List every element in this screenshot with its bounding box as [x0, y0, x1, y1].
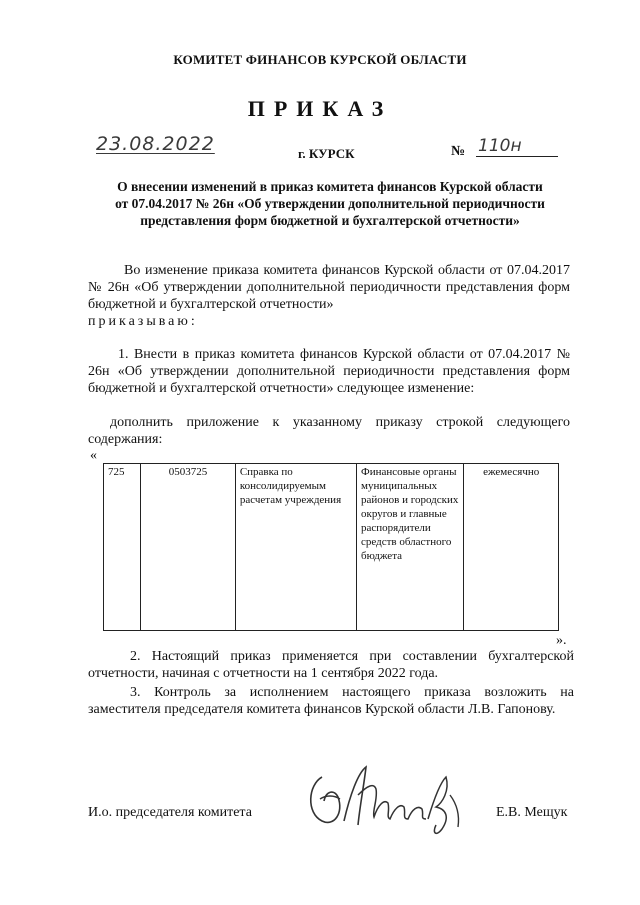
preamble-text: Во изменение приказа комитета финансов Курской области от 07.04.2017 № 26н «Об утверждении дополнительной периодичности представления форм бюджетной и бухгалтерской отчетности» [88, 263, 570, 312]
appendix-table [103, 463, 559, 631]
item-2-paragraph [88, 648, 574, 682]
title-line: представления форм бюджетной и бухгалтерской отчетности» [140, 213, 520, 228]
document-title [60, 178, 600, 229]
table-row [104, 464, 559, 631]
item-3-text: 3. Контроль за исполнением настоящего приказа возложить на заместителя председателя комитета финансов Курской области Л.В. Гапонову. [88, 685, 574, 717]
item-2-text: 2. Настоящий приказ применяется при составлении бухгалтерской отчетности, начиная с отчетности на 1 сентября 2022 года. [88, 649, 574, 681]
table-cell-period: ежемесячно [464, 464, 559, 631]
item-1-sub-text: дополнить приложение к указанному приказу строкой следующего содержания: [88, 415, 570, 447]
table-cell-submitters: Финансовые органы муниципальных районов и городских округов и главные распорядители средств областного бюджета [357, 464, 464, 631]
title-line: от 07.04.2017 № 26н «Об утверждении дополнительной периодичности [115, 196, 545, 211]
item-3-paragraph [88, 684, 574, 718]
number-label: № [451, 144, 466, 159]
quote-open: « [90, 448, 97, 463]
organization-name: КОМИТЕТ ФИНАНСОВ КУРСКОЙ ОБЛАСТИ [173, 52, 467, 67]
title-line: О внесении изменений в приказ комитета финансов Курской области [117, 179, 543, 194]
document-type: ПРИКАЗ [247, 96, 393, 121]
city: г. КУРСК [298, 146, 355, 161]
item-1-paragraph [88, 346, 570, 397]
table-cell-form: 0503725 [141, 464, 236, 631]
table-cell-name: Справка по консолидируемым расчетам учреждения [235, 464, 356, 631]
signatory-role: И.о. председателя комитета [88, 805, 252, 820]
signatory-name: Е.В. Мещук [496, 805, 568, 820]
order-number: 110н [476, 136, 558, 157]
handwritten-signature [300, 755, 480, 840]
order-date: 23.08.2022 [96, 133, 215, 155]
item-1-sub-paragraph [88, 414, 570, 448]
item-1-text: 1. Внести в приказ комитета финансов Курской области от 07.04.2017 № 26н «Об утверждении дополнительной периодичности представления форм бюджетной и бухгалтерской отчетности» следующее изменение: [88, 347, 570, 396]
preamble-paragraph [88, 262, 570, 330]
quote-close: ». [556, 633, 567, 648]
order-word: приказываю: [88, 314, 198, 329]
table-cell-code: 725 [104, 464, 141, 631]
